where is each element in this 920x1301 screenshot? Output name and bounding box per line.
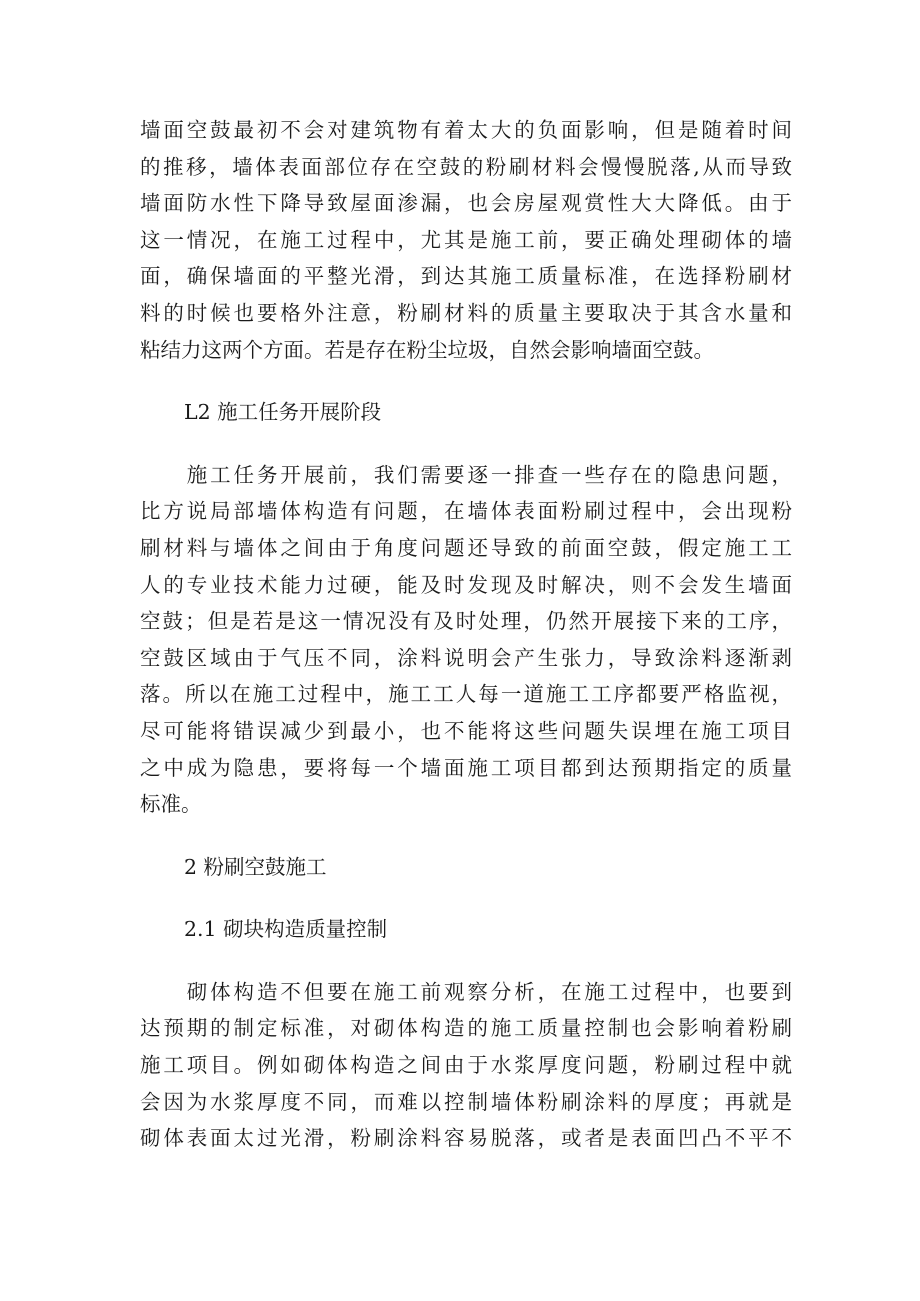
text-line: 料的时候也要格外注意，粉刷材料的质量主要取决于其含水量和 bbox=[140, 300, 792, 325]
text-line: 粘结力这两个方面。若是存在粉尘垃圾，自然会影响墙面空鼓。 bbox=[140, 337, 714, 362]
text-line: 墙面防水性下降导致屋面渗漏，也会房屋观赏性大大降低。由于 bbox=[140, 191, 792, 216]
section-heading-2-1: 2.1 砌块构造质量控制 bbox=[184, 917, 388, 942]
text-line: 刷材料与墙体之间由于角度问题还导致的前面空鼓，假定施工工 bbox=[140, 535, 792, 560]
text-line: 尽可能将错误减少到最小，也不能将这些问题失误埋在施工项目 bbox=[140, 718, 792, 743]
text-line: 砌体构造不但要在施工前观察分析，在施工过程中，也要到 bbox=[140, 979, 792, 1004]
text-line: 人的专业技术能力过硬，能及时发现及时解决，则不会发生墙面 bbox=[140, 572, 792, 597]
text-line: 落。所以在施工过程中，施工工人每一道施工工序都要严格监视， bbox=[140, 682, 792, 707]
text-line: 这一情况，在施工过程中，尤其是施工前，要正确处理砌体的墙 bbox=[140, 227, 792, 252]
text-line: 会因为水浆厚度不同，而难以控制墙体粉刷涂料的厚度；再就是 bbox=[140, 1089, 792, 1114]
section-heading-2: 2 粉刷空鼓施工 bbox=[184, 854, 327, 879]
text-line: 面，确保墙面的平整光滑，到达其施工质量标准，在选择粉刷材 bbox=[140, 264, 792, 289]
text-line: 施工项目。例如砌体构造之间由于水浆厚度问题，粉刷过程中就 bbox=[140, 1053, 792, 1078]
paragraph-wall-hollowing-intro bbox=[140, 112, 792, 368]
text-line: 达预期的制定标准，对砌体构造的施工质量控制也会影响着粉刷 bbox=[140, 1016, 792, 1041]
text-line: 之中成为隐患，要将每一个墙面施工项目都到达预期指定的质量 bbox=[140, 755, 792, 780]
text-line: 标准。 bbox=[140, 792, 202, 817]
text-line: 砌体表面太过光滑，粉刷涂料容易脱落，或者是表面凹凸不平不 bbox=[140, 1126, 792, 1151]
paragraph-construction-stage bbox=[140, 457, 792, 823]
section-heading-l2: L2 施工任务开展阶段 bbox=[184, 400, 382, 425]
paragraph-block-quality-control bbox=[140, 974, 792, 1157]
text-line: 比方说局部墙体构造有问题，在墙体表面粉刷过程中，会出现粉 bbox=[140, 499, 792, 524]
text-line: 空鼓；但是若是这一情况没有及时处理，仍然开展接下来的工序， bbox=[140, 609, 792, 634]
text-line: 的推移，墙体表面部位存在空鼓的粉刷材料会慢慢脱落,从而导致 bbox=[140, 154, 792, 179]
document-page bbox=[140, 112, 792, 1157]
text-line: 施工任务开展前，我们需要逐一排查一些存在的隐患问题， bbox=[140, 462, 792, 487]
text-line: 空鼓区域由于气压不同，涂料说明会产生张力，导致涂料逐渐剥 bbox=[140, 645, 792, 670]
text-line: 墙面空鼓最初不会对建筑物有着太大的负面影响，但是随着时间 bbox=[140, 118, 792, 142]
